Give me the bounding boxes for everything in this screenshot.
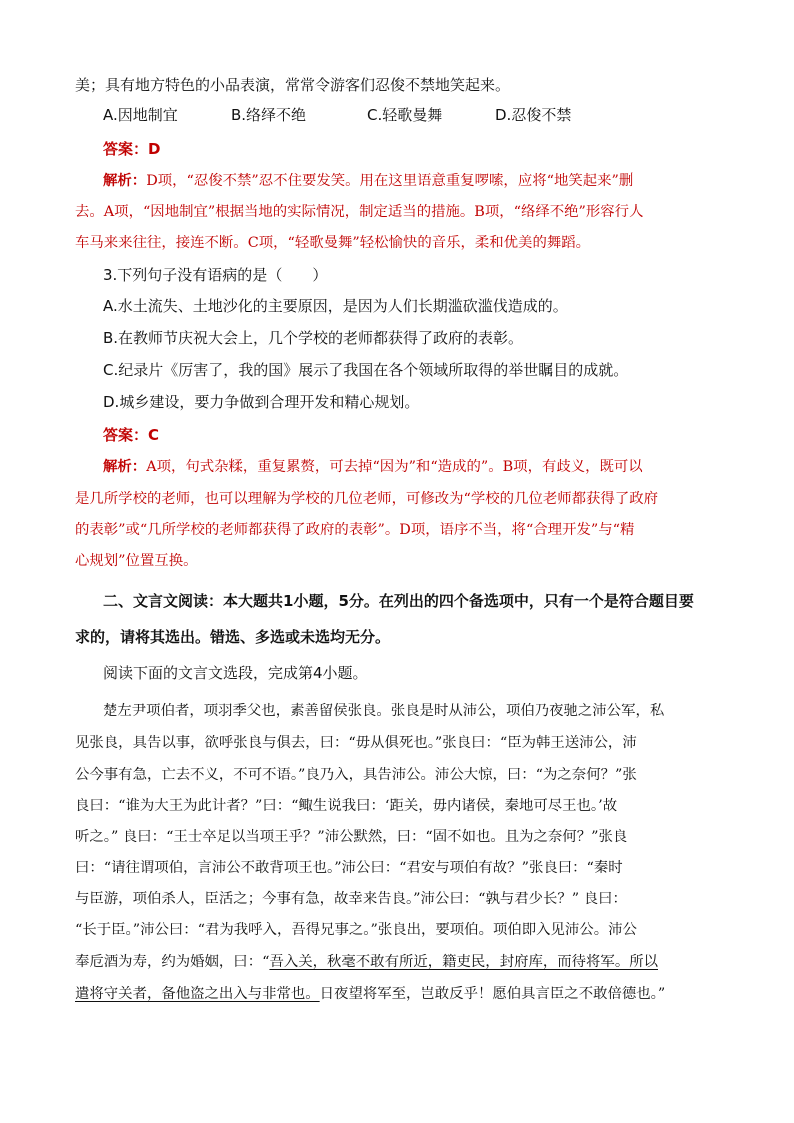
q3-option-a: A.水土流失、土地沙化的主要原因，是因为人们长期滥砍滥伐造成的。 bbox=[103, 297, 568, 315]
q3-analysis-label: 解析： bbox=[103, 458, 147, 475]
q3-analysis-line-4: 心规划”位置互换。 bbox=[75, 553, 198, 569]
section2-heading-line-1: 二、文言文阅读：本大题共1小题，5分。在列出的四个备选项中，只有一个是符合题目要 bbox=[103, 592, 694, 610]
passage-underlined-sentence-2: 遣将守关者，备他盗之出入与非常也。 bbox=[75, 986, 320, 1002]
q2-option-d: D.忍俊不禁 bbox=[495, 106, 572, 124]
passage-line-1: 楚左尹项伯者，项羽季父也，素善留侯张良。张良是时从沛公，项伯乃夜驰之沛公军，私 bbox=[103, 703, 665, 719]
section2-instruction: 阅读下面的文言文选段，完成第4小题。 bbox=[103, 664, 368, 682]
q3-option-b: B.在教师节庆祝大会上，几个学校的老师都获得了政府的表彰。 bbox=[103, 329, 524, 347]
passage-line-5: 听之。” 良曰：“王士卒足以当项王乎？”沛公默然，曰：“固不如也。且为之奈何？”张良 bbox=[75, 829, 628, 845]
passage-line-3: 公今事有急，亡去不义，不可不语。”良乃入，具告沛公。沛公大惊，曰：“为之奈何？”张 bbox=[75, 767, 637, 783]
q2-option-b: B.络绎不绝 bbox=[231, 106, 307, 124]
passage-line-4: 良曰：“谁为大王为此计者？”曰：“鲰生说我曰：‘距关，毋内诸侯，秦地可尽王也。’故 bbox=[75, 798, 618, 814]
q3-option-c: C.纪录片《厉害了，我的国》展示了我国在各个领域所取得的举世瞩目的成就。 bbox=[103, 361, 629, 379]
q3-answer bbox=[103, 428, 159, 443]
q3-option-d: D.城乡建设，要力争做到合理开发和精心规划。 bbox=[103, 393, 420, 411]
q3-stem: 3.下列句子没有语病的是（ ） bbox=[103, 266, 328, 284]
q3-analysis-text-1: A项，句式杂糅，重复累赘，可去掉“因为”和“造成的”。B项，有歧义，既可以 bbox=[146, 459, 643, 475]
q2-analysis-line-2: 去。A项，“因地制宜”根据当地的实际情况，制定适当的措施。B项，“络绎不绝”形容行人 bbox=[75, 204, 644, 220]
q3-analysis-line-3: 的表彰”或“几所学校的老师都获得了政府的表彰”。D项，语序不当，将“合理开发”与“精 bbox=[75, 522, 635, 538]
q3-answer-value: C bbox=[148, 426, 160, 444]
passage-line-10 bbox=[75, 987, 665, 1001]
q3-answer-label: 答案： bbox=[103, 426, 149, 444]
q2-analysis-line-1 bbox=[103, 174, 633, 188]
q2-answer bbox=[103, 142, 160, 157]
q2-stem-tail: 美；具有地方特色的小品表演，常常令游客们忍俊不禁地笑起来。 bbox=[75, 76, 511, 94]
q2-answer-value: D bbox=[148, 140, 161, 158]
q2-analysis-label: 解析： bbox=[103, 172, 147, 189]
passage-line-8: “长于臣。”沛公曰：“君为我呼入，吾得兄事之。”张良出，要项伯。项伯即入见沛公。沛公 bbox=[75, 922, 637, 938]
passage-line-9-lead: 奉卮酒为寿，约为婚姻，曰：“ bbox=[75, 954, 270, 970]
q3-analysis-line-2: 是几所学校的老师，也可以理解为学校的几位老师，可修改为“学校的几位老师都获得了政府 bbox=[75, 491, 658, 507]
q2-analysis-line-3: 车马来来往往，接连不断。C项，“轻歌曼舞”轻松愉快的音乐，柔和优美的舞蹈。 bbox=[75, 235, 591, 251]
passage-line-2: 见张良，具告以事，欲呼张良与俱去，曰：“毋从俱死也。”张良曰：“臣为韩王送沛公，沛 bbox=[75, 735, 637, 751]
q2-option-a: A.因地制宜 bbox=[103, 106, 178, 124]
passage-line-7: 与臣游，项伯杀人，臣活之；今事有急，故幸来告良。”沛公曰：“孰与君少长？” 良曰： bbox=[75, 891, 627, 907]
passage-underlined-sentence-1: 吾入关，秋毫不敢有所近，籍吏民，封府库，而待将军。所以 bbox=[269, 954, 658, 970]
q2-answer-label: 答案： bbox=[103, 140, 149, 158]
q2-option-c: C.轻歌曼舞 bbox=[367, 106, 443, 124]
passage-line-9 bbox=[75, 955, 658, 969]
section2-heading-line-2: 求的，请将其选出。错选、多选或未选均无分。 bbox=[75, 628, 391, 646]
passage-line-6: 曰：“请往谓项伯，言沛公不敢背项王也。”沛公曰：“君安与项伯有故？”张良曰：“秦时 bbox=[75, 860, 623, 876]
passage-line-10-tail: 日夜望将军至，岂敢反乎！愿伯具言臣之不敢倍德也。” bbox=[319, 986, 666, 1002]
q2-analysis-text-1: D项，“忍俊不禁”忍不住要发笑。用在这里语意重复啰嗦，应将“地笑起来”删 bbox=[146, 173, 634, 189]
q3-analysis-line-1 bbox=[103, 460, 643, 474]
